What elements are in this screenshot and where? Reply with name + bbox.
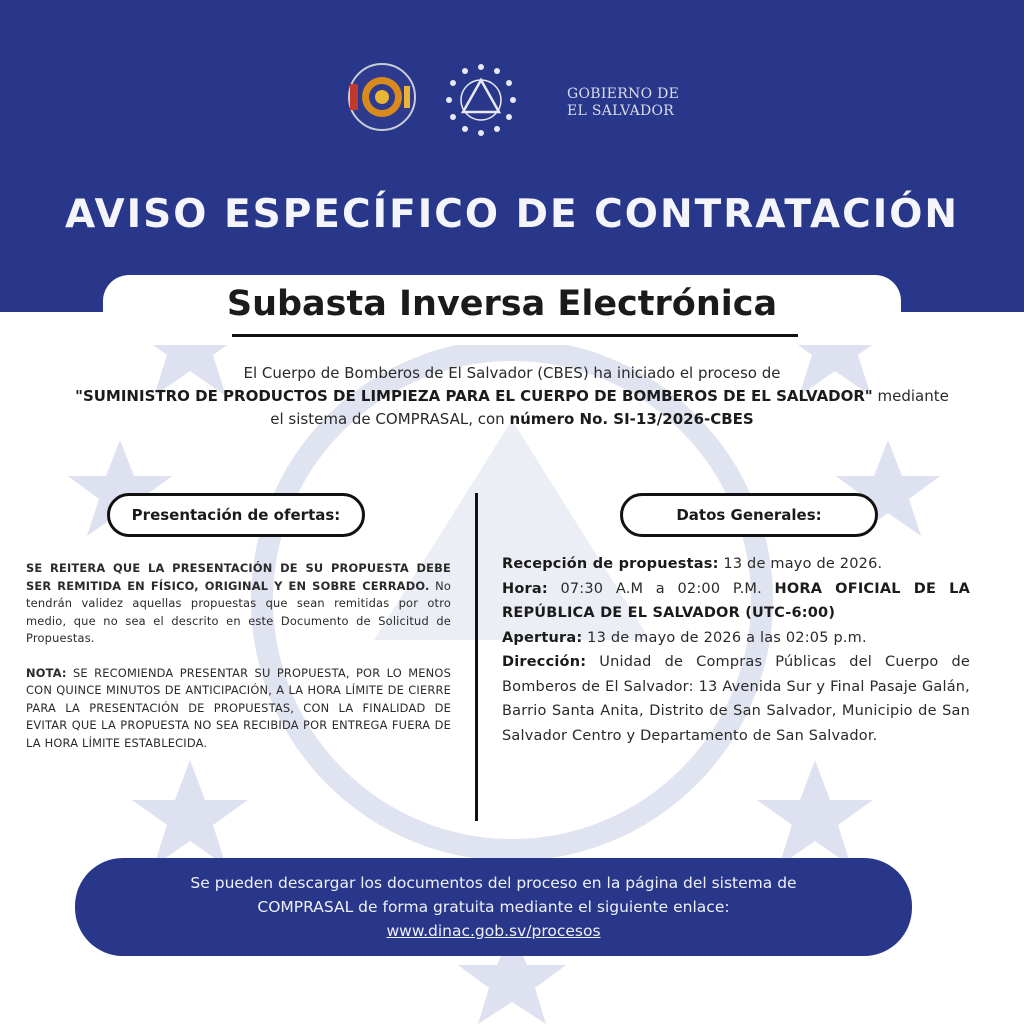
- recepcion-value: 13 de mayo de 2026.: [718, 556, 883, 572]
- intro-pre: el sistema de COMPRASAL, con: [270, 410, 510, 428]
- intro-line-1: El Cuerpo de Bomberos de El Salvador (CBES) ha iniciado el proceso de: [243, 364, 781, 382]
- gov-line-1: GOBIERNO DE: [567, 86, 680, 102]
- heading-presentacion: Presentación de ofertas:: [107, 493, 365, 537]
- process-number: número No. SI-13/2026-CBES: [509, 410, 754, 428]
- cbes-emblem-icon: [346, 62, 418, 132]
- page-title: AVISO ESPECÍFICO DE CONTRATACIÓN: [64, 192, 960, 237]
- apertura-value: 13 de mayo de 2026 a las 02:05 p.m.: [582, 629, 867, 646]
- watermark-star-icon: [757, 760, 873, 866]
- process-name: "SUMINISTRO DE PRODUCTOS DE LIMPIEZA PARA EL CUERPO DE BOMBEROS DE EL SALVADOR": [75, 387, 873, 405]
- nota-text: SE RECOMIENDA PRESENTAR SU PROPUESTA, POR LO MENOS CON QUINCE MINUTOS DE ANTICIPACIÓN, A LA HORA LÍMITE DE CIERRE PARA LA PRESENTACIÓN DE PROPUESTAS, CON LA FINALIDAD DE EVITAR QUE LA PROPUESTA NO SEA RECIBIDA POR ENTREGA FUERA DE LA HORA LÍMITE ESTABLECIDA.: [26, 665, 451, 750]
- presentacion-bold: SE REITERA QUE LA PRESENTACIÓN DE SU PROPUESTA DEBE SER REMITIDA EN FÍSICO, ORIGINAL Y EN SOBRE CERRADO.: [26, 561, 451, 593]
- apertura-row: [502, 626, 970, 651]
- subtitle-underline: [232, 334, 798, 337]
- apertura-label: Apertura:: [502, 629, 583, 646]
- el-salvador-seal-icon: [443, 62, 519, 138]
- intro-mid: mediante: [872, 387, 949, 405]
- presentacion-column: [26, 560, 451, 769]
- download-text: [75, 871, 912, 943]
- intro-line-3: [20, 408, 1004, 431]
- header-band: [0, 0, 1024, 312]
- nota-paragraph: [26, 665, 451, 753]
- hora-label: Hora:: [502, 580, 548, 597]
- gobierno-logo: [567, 86, 707, 120]
- direccion-row: [502, 650, 970, 748]
- intro-paragraph: [20, 362, 1004, 431]
- hora-value: 07:30 A.M a 02:00 P.M.: [547, 580, 775, 597]
- subtitle: Subasta Inversa Electrónica: [226, 284, 778, 324]
- gov-line-2: EL SALVADOR: [567, 103, 675, 119]
- logos-row: [0, 62, 1024, 138]
- watermark-star-icon: [132, 760, 248, 866]
- presentacion-paragraph: [26, 560, 451, 648]
- recepcion-row: [502, 552, 970, 577]
- procesos-link[interactable]: www.dinac.gob.sv/procesos: [386, 922, 601, 940]
- hora-oficial: HORA OFICIAL DE LA REPÚBLICA DE EL SALVADOR (UTC-6:00): [502, 580, 970, 621]
- download-line-2: COMPRASAL de forma gratuita mediante el siguiente enlace:: [257, 898, 730, 916]
- nota-label: NOTA:: [26, 665, 67, 680]
- download-line-1: Se pueden descargar los documentos del proceso en la página del sistema de: [190, 874, 797, 892]
- datos-generales-column: [502, 552, 970, 748]
- heading-datos-generales: Datos Generales:: [620, 493, 878, 537]
- presentacion-text: No tendrán validez aquellas propuestas que sean remitidas por otro medio, que no sea el descrito en este Documento de Solicitud de Propuestas.: [26, 578, 451, 645]
- column-divider: [475, 493, 478, 821]
- hora-row: [502, 577, 970, 626]
- direccion-value: Unidad de Compras Públicas del Cuerpo de Bomberos de El Salvador: 13 Avenida Sur y Final Pasaje Galán, Barrio Santa Anita, Distrito de San Salvador, Municipio de San Salvador Centro y Departamento de San Salvador.: [502, 654, 970, 744]
- recepcion-label: Recepción de propuestas:: [502, 556, 719, 572]
- direccion-label: Dirección:: [502, 654, 587, 670]
- intro-line-2: [20, 385, 1004, 408]
